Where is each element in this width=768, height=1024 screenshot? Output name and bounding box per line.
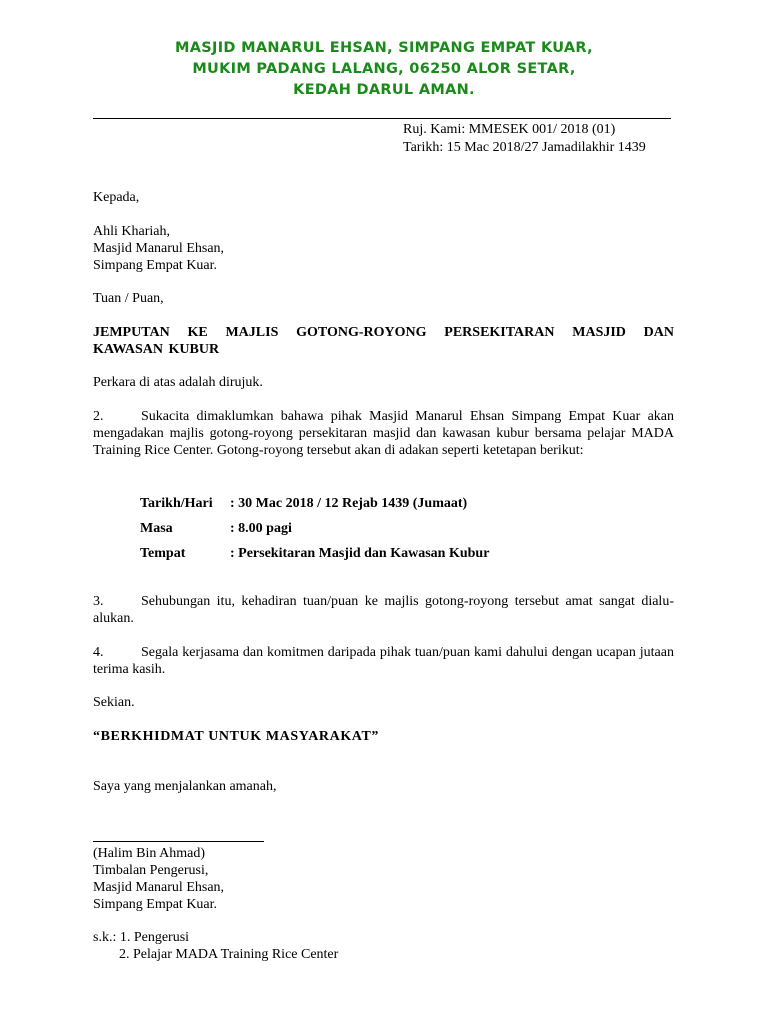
letter-date: Tarikh: 15 Mac 2018/27 Jamadilakhir 1439 [403,140,646,155]
signature-line [93,841,264,842]
paragraph-4 [93,644,674,678]
signatory-org: Masjid Manarul Ehsan, [93,880,225,895]
details-row-date [140,491,489,516]
cc-block [93,929,674,963]
paragraph-3-text: Sehubungan itu, kehadiran tuan/puan ke majlis gotong-royong tersebut amat sangat dialu-alukan. [93,594,674,626]
details-time-value: : 8.00 pagi [230,521,292,536]
reference-number: Ruj. Kami: MMESEK 001/ 2018 (01) [403,122,616,137]
subject-line: JEMPUTAN KE MAJLIS GOTONG-ROYONG PERSEKITARAN MASJID DAN KAWASAN KUBUR [93,325,674,357]
details-row-place [140,541,489,566]
details-row-time [140,516,489,541]
recipient-line-1: Ahli Khariah, [93,224,170,239]
paragraph-4-number: 4. [93,645,104,660]
recipient-line-2: Masjid Manarul Ehsan, [93,241,225,256]
reference-block [403,121,646,157]
cc-line-1: s.k.: 1. Pengerusi [93,930,190,945]
paragraph-3 [93,593,674,627]
letterhead-divider [93,118,671,119]
letterhead [0,38,768,101]
motto: “BERKHIDMAT UNTUK MASYARAKAT” [93,729,380,744]
recipient-address [93,223,674,274]
signatory-title: Timbalan Pengerusi, [93,863,209,878]
recipient-line-3: Simpang Empat Kuar. [93,258,218,273]
paragraph-4-text: Segala kerjasama dan komitmen daripada pihak tuan/puan kami dahului dengan ucapan jutaan terima kasih. [93,645,674,677]
letterhead-line-3: KEDAH DARUL AMAN. [293,82,475,98]
amanah-text: Saya yang menjalankan amanah, [93,779,277,794]
letterhead-line-1: MASJID MANARUL EHSAN, SIMPANG EMPAT KUAR, [175,40,593,56]
salutation: Tuan / Puan, [93,291,164,306]
cc-line-2: 2. Pelajar MADA Training Rice Center [119,947,339,962]
paragraph-2-number: 2. [93,409,104,424]
paragraph-2-text: Sukacita dimaklumkan bahawa pihak Masjid Manarul Ehsan Simpang Empat Kuar akan mengadakan majlis gotong-royong persekitaran masjid dan kawasan kubur bersama pelajar MADA Training Rice Center. Gotong-royong tersebut akan di adakan seperti ketetapan berikut: [93,409,674,458]
paragraph-1: Perkara di atas adalah dirujuk. [93,375,263,390]
details-place-value: : Persekitaran Masjid dan Kawasan Kubur [230,546,490,561]
details-time-label: Masa [140,521,173,536]
details-place-label: Tempat [140,546,186,561]
signatory-place: Simpang Empat Kuar. [93,897,218,912]
paragraph-3-number: 3. [93,594,104,609]
event-details-table [140,491,489,566]
signatory-block [93,845,674,913]
letterhead-line-2: MUKIM PADANG LALANG, 06250 ALOR SETAR, [192,61,576,77]
signatory-name: (Halim Bin Ahmad) [93,846,205,861]
details-date-value: : 30 Mac 2018 / 12 Rejab 1439 (Jumaat) [230,496,468,511]
kepada-label: Kepada, [93,190,140,205]
sekian-text: Sekian. [93,695,135,710]
details-date-label: Tarikh/Hari [140,496,213,511]
paragraph-2 [93,408,674,459]
